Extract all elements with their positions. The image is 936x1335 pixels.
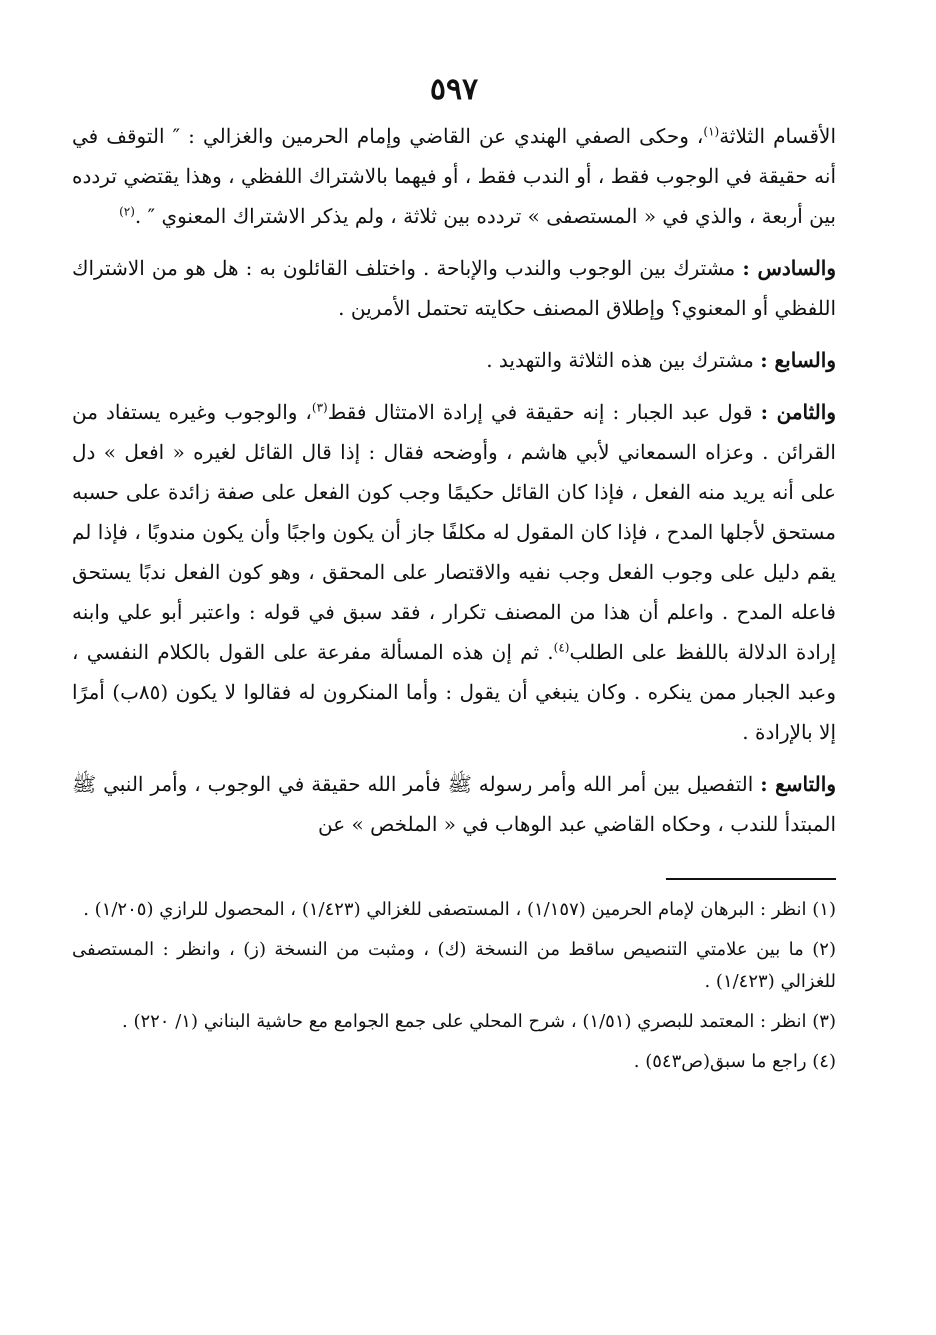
footnotes xyxy=(72,894,836,1078)
paragraph-text: قول عبد الجبار : إنه حقيقة في إرادة الامتثال فقط xyxy=(327,400,753,424)
paragraph-text: الأقسام الثلاثة xyxy=(719,124,837,148)
paragraph xyxy=(72,116,836,236)
paragraph-text: مشترك بين هذه الثلاثة والتهديد . xyxy=(486,348,754,372)
paragraph-lead: والسابع : xyxy=(760,348,836,372)
paragraph xyxy=(72,392,836,752)
paragraph-text: . ثم إن هذه المسألة مفرعة على القول بالكلام النفسي ، وعبد الجبار ممن ينكره . وكان ينبغي أن يقول : وأما المنكرون له فقالوا لا يكون (٨٥ب) أمرًا إلا بالإرادة . xyxy=(72,640,836,744)
footnote: (٢) ما بين علامتي التنصيص ساقط من النسخة (ك) ، ومثبت من النسخة (ز) ، وانظر : المستصفى للغزالي (١/٤٢٣) . xyxy=(72,939,836,992)
paragraph-lead: والسادس : xyxy=(742,256,837,280)
paragraph xyxy=(72,764,836,844)
footnote: (٤) راجع ما سبق(ص٥٤٣) . xyxy=(633,1051,836,1072)
paragraph-text: ، والوجوب وغيره يستفاد من القرائن . وعزاه السمعاني لأبي هاشم ، وأوضحه فقال : إذا قال القائل لغيره « افعل » دل على أنه يريد منه الفعل ، فإذا كان القائل حكيمًا وجب كون الفعل على صفة زائدة على حسبه مستحق لأجلها المدح ، فإذا كان المقول له مكلفًا جاز أن يكون واجبًا وأن يكون مندوبًا ، فإذا لم يقم دليل على وجوب الفعل وجب نفيه والاقتصار على المحقق ، وهو كون الفعل ندبًا يستحق فاعله المدح . واعلم أن هذا من المصنف تكرار ، فقد سبق في قوله : واعتبر أبو علي وابنه إرادة الدلالة باللفظ على الطلب xyxy=(72,400,836,664)
footnote-ref: (٣) xyxy=(311,400,328,415)
main-text xyxy=(72,116,836,844)
footnote: (٣) انظر : المعتمد للبصري (١/٥١) ، شرح المحلي على جمع الجوامع مع حاشية البناني (١/ ٢٢٠) . xyxy=(122,1011,836,1032)
paragraph xyxy=(72,340,836,380)
footnote-ref: (٤) xyxy=(553,640,570,655)
paragraph xyxy=(72,248,836,328)
footnote-ref: (١) xyxy=(703,124,720,139)
footnote: (١) انظر : البرهان لإمام الحرمين (١/١٥٧) ، المستصفى للغزالي (١/٤٢٣) ، المحصول للرازي (١/٢٠٥) . xyxy=(83,899,836,920)
paragraph-text: مشترك بين الوجوب والندب والإباحة . واختلف القائلون به : هل هو من الاشتراك اللفظي أو المعنوي؟ وإطلاق المصنف حكايته تحتمل الأمرين . xyxy=(72,256,836,320)
paragraph-lead: والثامن : xyxy=(760,400,836,424)
paragraph-text: ، وحكى الصفي الهندي عن القاضي وإمام الحرمين والغزالي : ″ التوقف في أنه حقيقة في الوجوب فقط ، أو الندب فقط ، أو فيهما بالاشتراك اللفظي ، وهذا يقتضي تردده بين أربعة ، والذي في « المستصفى » تردده بين ثلاثة ، ولم يذكر الاشتراك المعنوي ″ . xyxy=(72,124,836,228)
paragraph-lead: والتاسع : xyxy=(760,772,836,796)
footnote-ref: (٢) xyxy=(119,204,135,219)
footnote-divider xyxy=(666,878,836,880)
page-number: ٥٩٧ xyxy=(429,72,479,107)
paragraph-text: التفصيل بين أمر الله وأمر رسوله ﷺ فأمر الله حقيقة في الوجوب ، وأمر النبي ﷺ المبتدأ للندب ، وحكاه القاضي عبد الوهاب في « الملخص » عن xyxy=(72,772,836,836)
